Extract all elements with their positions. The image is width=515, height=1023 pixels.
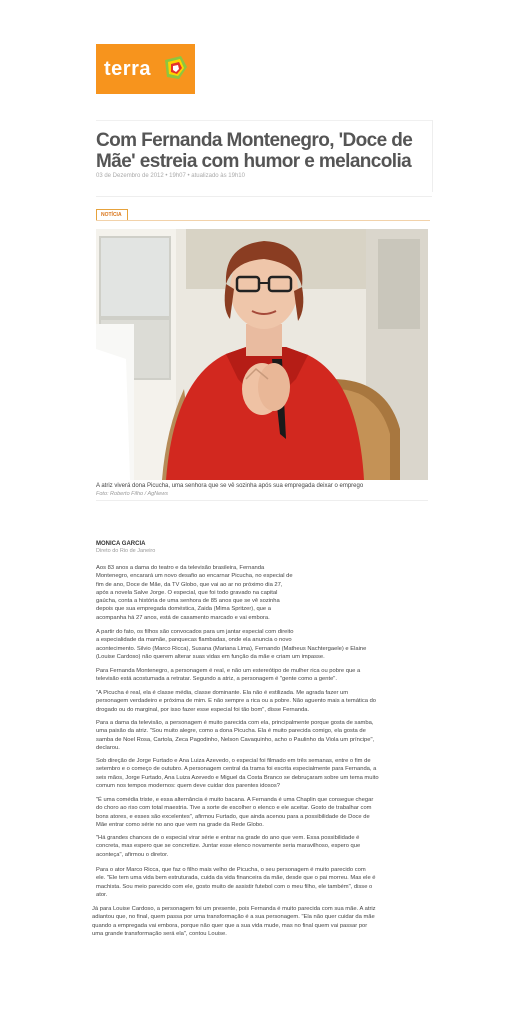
text-line: fim de ano, Doce de Mãe, da TV Globo, que vai ao ar no próximo dia 27, (96, 581, 283, 588)
header-divider (96, 120, 432, 121)
terra-logo-icon (161, 53, 191, 83)
headline-line-2: Mãe' estreia com humor e melancolia (96, 151, 412, 172)
text-line: machista. Sou meio parecido com ele, gosto muito de assistir futebol com o meu filho, ele também", disse o (96, 883, 373, 890)
text-line: bons atores, e esses são excelentes", afirmou Furtado, que ainda acenou para a possibilidade de Doce de (96, 813, 370, 820)
text-line: declarou. (96, 744, 120, 751)
terra-logo[interactable] (96, 44, 195, 94)
text-line: Para o ator Marco Ricca, que faz o filho mais velho de Picucha, o seu personagem é muito parecido com (96, 867, 366, 873)
paragraph-10 (92, 905, 428, 938)
text-line: A partir do fato, os filhos são convocados para um jantar especial com direito (96, 629, 294, 635)
text-line: uma paixão da atriz. "Sou muito alegre, como a dona Picucha. Ela é muito parecida comigo, ela gosta de (96, 728, 366, 735)
text-line: (Louise Cardoso) não querem alterar suas vidas em função da mãe e criam um impasse. (96, 653, 325, 660)
author-location: Direto do Rio de Janeiro (96, 548, 156, 554)
author-name[interactable]: MONICA GARCIA (96, 541, 146, 547)
text-line: "A Picucha é real, ela é classe média, classe dominante. Ela não é estilizada. Me agrada fazer um (96, 690, 349, 696)
text-line: Montenegro, encarará um novo desafio ao encarnar Picucha, no especial de (96, 573, 293, 580)
photo-credit: Foto: Roberto Filho / AgNews (96, 491, 168, 497)
article-dateline: 03 de Dezembro de 2012 • 19h07 • atualizado às 19h10 (96, 173, 245, 179)
logo-wordmark: terra (104, 58, 151, 80)
paragraph-3 (96, 667, 428, 684)
text-line: personagem verdadeiro e próxima de mim. E não sempre a rica ou a pobre. Não aguento mais a temática do (96, 698, 377, 705)
text-line: após a novela Salve Jorge. O especial, que foi todo gravado na capital (96, 589, 278, 596)
paragraph-6 (96, 757, 428, 790)
text-line: comum nos tempos modernos: quem deve cuidar dos parentes idosos? (96, 782, 280, 789)
section-tag-underline (96, 220, 430, 221)
paragraph-8 (96, 834, 428, 859)
text-line: acontecimento. Silvio (Marco Ricca), Susana (Mariana Lima), Fernando (Matheus Nachtergaele) e Elaine (96, 645, 367, 652)
photo-caption: A atriz viverá dona Picucha, uma senhora que se vê sozinha após sua empregada deixar o emprego (96, 483, 364, 489)
text-line: seis mãos, Jorge Furtado, Ana Luiza Azevedo e Miguel da Costa Branco se debruçaram sobre um tema muito (96, 774, 379, 781)
photo-illustration (96, 229, 428, 480)
section-tag-label: NOTÍCIA (101, 212, 122, 218)
text-line: gaúcha, conta a história de uma senhora de 85 anos que se vê sozinha (96, 598, 280, 605)
paragraph-7 (96, 796, 428, 829)
text-line: Mãe entrar como série no ano que vem na grade da Rede Globo. (96, 821, 264, 828)
article-headline (96, 130, 426, 172)
text-line: depois que sua empregada doméstica, Zaida (Mima Spritzer), que a (96, 606, 271, 613)
text-line: adiantou que, no final, quem passa por uma transformação é a sua personagem. "Ela não quer cuidar da mãe (92, 914, 375, 921)
text-line: a especialidade da mamãe, panquecas flambadas, onde ela anuncia o novo (96, 637, 292, 644)
text-line: samba de Noel Rosa, Cartola, Zeca Pagodinho, Nelson Cavaquinho, acho o Paulinho da Viola um príncipe", (96, 736, 375, 743)
text-line: "Há grandes chances de o especial virar série e entrar na grade do ano que vem. Essa possibilidade é (96, 835, 360, 841)
text-line: Sob direção de Jorge Furtado e Ana Luiza Azevedo, o especial foi filmado em três semanas, entre o fim de (96, 758, 371, 764)
header-side-divider (432, 120, 433, 192)
paragraph-4 (96, 689, 428, 714)
headline-divider (96, 196, 432, 197)
text-line: Já para Louise Cardoso, a personagem foi um presente, pois Fernanda é muito parecida com sua mãe. A atriz (92, 906, 376, 912)
text-line: televisão está acostumada a retratar. Segundo a atriz, a personagem é "gente como a gente". (96, 676, 337, 683)
text-line: acompanha há 27 anos, está de casamento marcado e vai embora. (96, 614, 270, 621)
text-line: quando a empregada vai embora, porque não quer que a sua vida mude, mas no final quem vai passar por (92, 922, 368, 929)
text-line: ator. (96, 891, 108, 898)
text-line: concreta, mas espero que se concretize. Juntar esse elenco novamente seria maravilhoso, espero que (96, 843, 361, 850)
text-line: setembro e o começo de outubro. A personagem central da trama foi escrita especialmente para Fernanda, a (96, 766, 377, 773)
text-line: "É uma comédia triste, e essa alternância é muito bacana. A Fernanda é uma Chaplin que consegue chegar (96, 797, 374, 803)
paragraph-5 (96, 719, 428, 752)
text-line: Aos 83 anos a dama do teatro e da televisão brasileira, Fernanda (96, 565, 265, 571)
paragraph-9 (96, 866, 428, 899)
text-line: ele. "Ele tem uma vida bem estruturada, cuida da vida financeira da mãe, desde que o pai morreu. Mas ele é (96, 875, 376, 882)
text-line: aconteça", afirmou o diretor. (96, 851, 169, 858)
paragraph-2 (96, 628, 428, 661)
text-line: Para Fernanda Montenegro, a personagem é real, e não um estereótipo de mulher rica ou pobre que a (96, 668, 361, 674)
text-line: drogado ou do marginal, por isso fazer esse especial foi tão bom", disse Fernanda. (96, 706, 310, 713)
text-line: Para a dama da televisão, a personagem é muito parecida com ela, principalmente porque gosta de samba, (96, 720, 374, 726)
paragraph-1 (96, 564, 428, 622)
text-line: uma grande transformação será ela", contou Louise. (92, 930, 227, 937)
headline-line-1: Com Fernanda Montenegro, 'Doce de (96, 130, 413, 151)
caption-divider (96, 500, 428, 501)
text-line: do choro ao riso com total maestria. Tive a sorte de escolher o elenco e ele aceitar. Gosto de trabalhar com (96, 805, 372, 812)
article-photo (96, 229, 428, 480)
